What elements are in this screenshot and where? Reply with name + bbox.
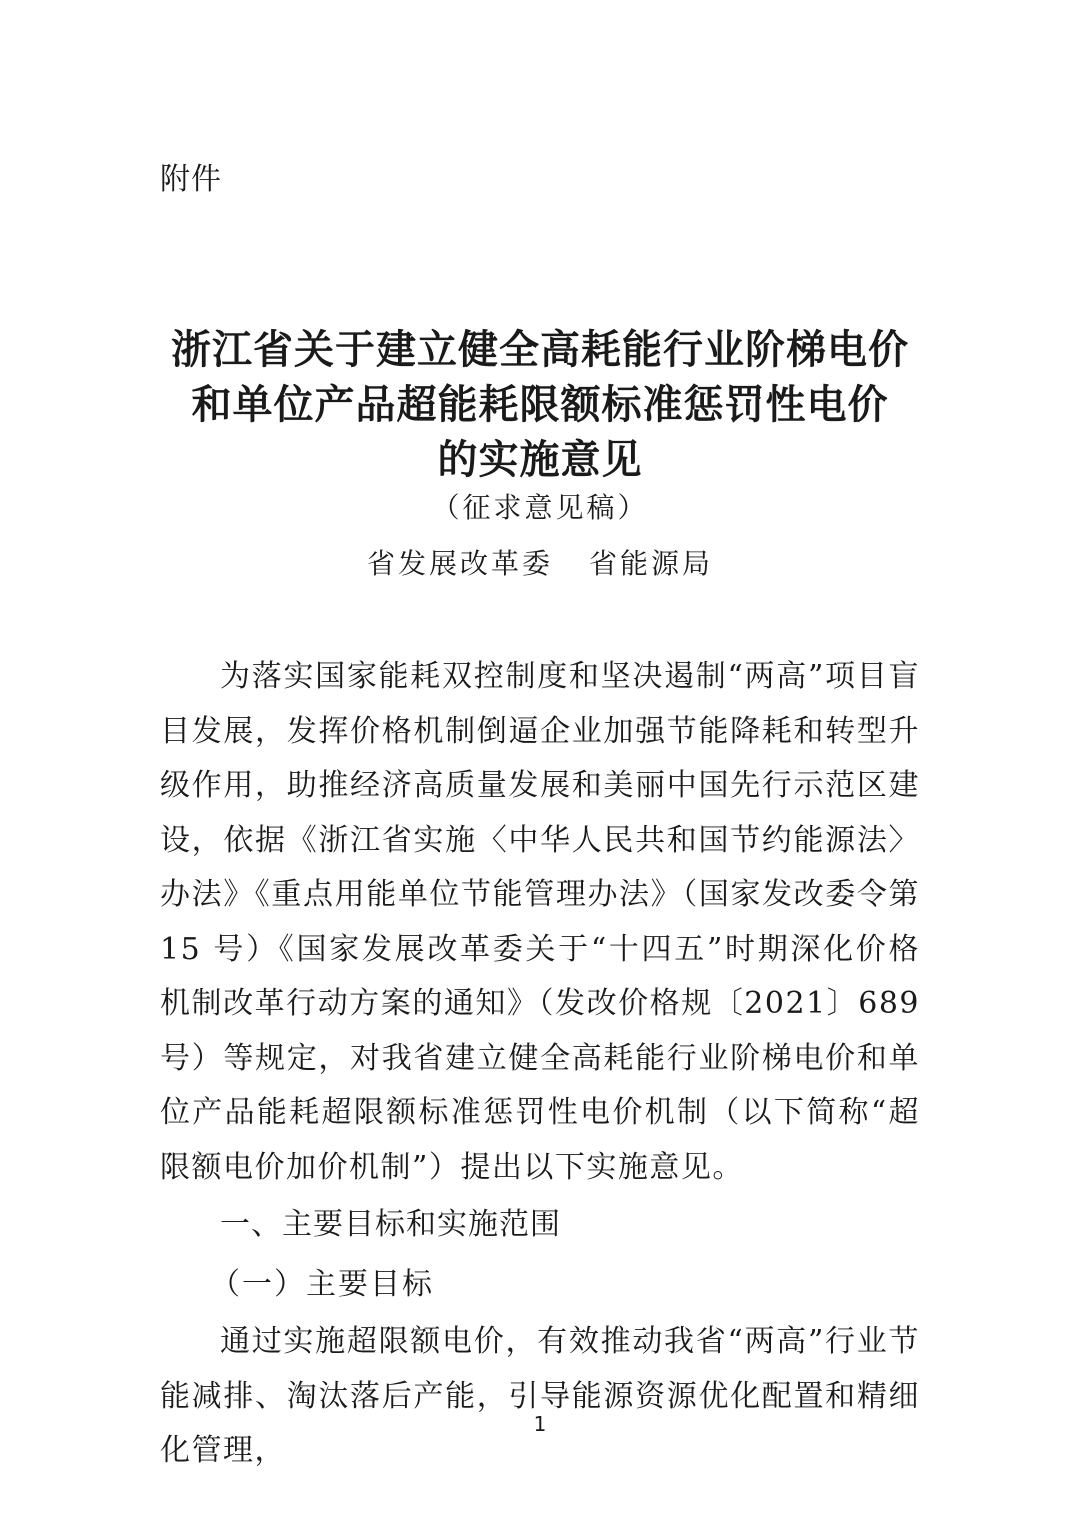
issuer-energy-bureau: 省能源局 <box>589 547 714 580</box>
attachment-label: 附件 <box>160 162 222 197</box>
issuing-agencies <box>0 544 1080 584</box>
page-number: 1 <box>533 1412 547 1436</box>
title-line-3: 的实施意见 <box>437 436 643 483</box>
title-line-2: 和单位产品超能耗限额标准惩罚性电价 <box>191 381 889 428</box>
issuer-development-reform-commission: 省发展改革委 <box>366 547 553 580</box>
document-body <box>160 650 920 1479</box>
goal-paragraph: 通过实施超限额电价，有效推动我省“两高”行业节能减排、淘汰落后产能，引导能源资源优化配置和精细化管理， <box>160 1324 920 1468</box>
subsection-heading: （一）主要目标 <box>210 1267 434 1302</box>
intro-paragraph: 为落实国家能耗双控制度和坚决遏制“两高”项目盲目发展，发挥价格机制倒逼企业加强节能降耗和转型升级作用，助推经济高质量发展和美丽中国先行示范区建设，依据《浙江省实施〈中华人民共和国节约能源法〉办法》《重点用能单位节能管理办法》（国家发改委令第 15 号）《国家发展改革委关于“十四五”时期深化价格机制改革行动方案的通知》（发改价格规〔2021〕689 号）等规定，对我省建立健全高耗能行业阶梯电价和单位产品能耗超限额标准惩罚性电价机制（以下简称“超限额电价加价机制”）提出以下实施意见。 <box>160 659 920 1185</box>
document-title <box>0 322 1080 487</box>
section-heading: 一、主要目标和实施范围 <box>220 1207 561 1242</box>
title-line-1: 浙江省关于建立健全高耗能行业阶梯电价 <box>171 326 909 373</box>
draft-subtitle: （征求意见稿） <box>431 491 649 524</box>
